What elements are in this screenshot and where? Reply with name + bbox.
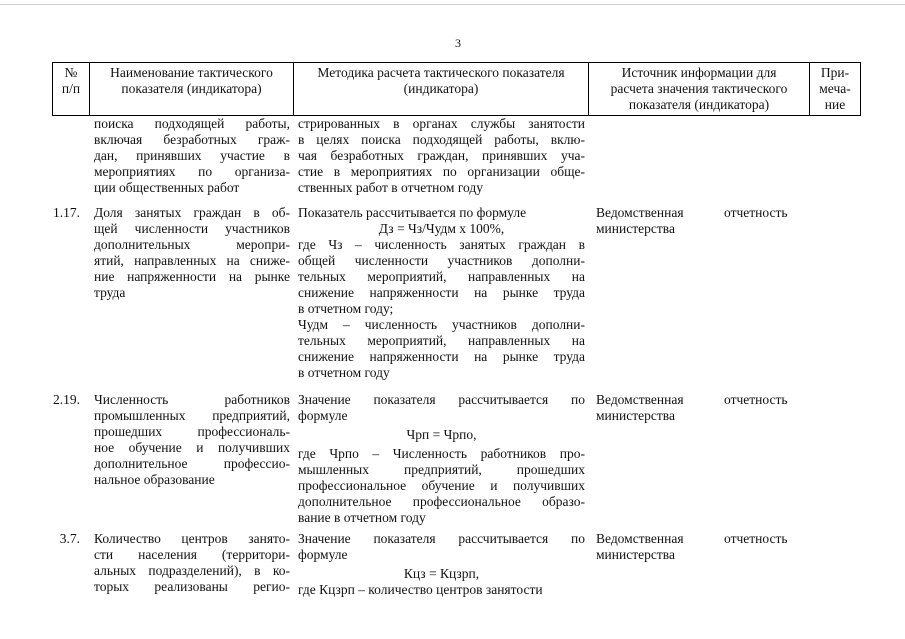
source-text: Ведомственная [596,205,684,220]
header-number: № п/п [52,62,89,116]
formula: Дз = Чз/Чудм х 100%, [378,221,505,236]
source-text: отчетность [724,392,788,407]
formula: Кцз = Кцзрп, [403,566,480,581]
source-text: отчетность [724,531,788,546]
row-method: Показатель рассчитывается по формуле Дз = Чз/Чудм х 100%, где Чз – численность занятых граждан в общей численности участников дополни- тельных мероприятий, направленных на снижение напряженности на рынке труда в отчетном году; Чудм – численность участников дополни- тельных мероприятий, направленных на снижение напряженности на рынке труда в отчетном году [298,205,585,380]
row-name: Доля занятых граждан в об- щей численности участников дополнительных меропри- ятий, направленных на сниже- ние напряженности на рынке труда [94,205,290,300]
row-number: 2.19. [53,392,80,407]
cont-method: стрированных в органах службы занятости в целях поиска подходящей работы, вклю- чая безработных граждан, принявших уча- стие в мероприятиях по организации обще- ственных работ в отчетном году [298,116,585,195]
header-source: Источник информации для расчета значения тактического показателя (индикатора) [588,62,809,116]
header-method: Методика расчета тактического показателя (индикатора) [293,62,588,116]
row-number: 1.17. [53,205,80,220]
source-text: министерства [596,221,675,236]
row-name: Численность работников промышленных предприятий, прошедших профессиональ- ное обучение и получивших дополнительное профессио- нальное образование [94,392,290,487]
source-text: Ведомственная [596,392,684,407]
header-name: Наименование тактического показателя (индикатора) [89,62,293,116]
scan-top-edge [0,4,905,5]
formula: Чрп = Чрпо, [406,427,477,442]
row-number: 3.7. [59,531,80,546]
row-name: Количество центров занято- сти населения (территори- альных подразделений), в ко- торых реализованы регио- [94,531,290,594]
page-number: 3 [455,36,461,50]
source-text: Ведомственная [596,531,684,546]
source-text: министерства [596,408,675,423]
row-method: Значение показателя рассчитывается по формуле Чрп = Чрпо, где Чрпо – Численность работников про- мышленных предприятий, прошедших профессиональное обучение и получивших дополнительное профессиональное образо- вание в отчетном году [298,392,585,525]
header-note: При- меча- ние [809,62,861,116]
source-text: министерства [596,547,675,562]
source-text: отчетность [724,205,788,220]
row-method: Значение показателя рассчитывается по формуле Кцз = Кцзрп, где Кцзрп – количество центров занятости [298,531,585,597]
cont-name: поиска подходящей работы, включая безработных граж- дан, принявших участие в мероприятиях по организа- ции общественных работ [94,116,290,195]
